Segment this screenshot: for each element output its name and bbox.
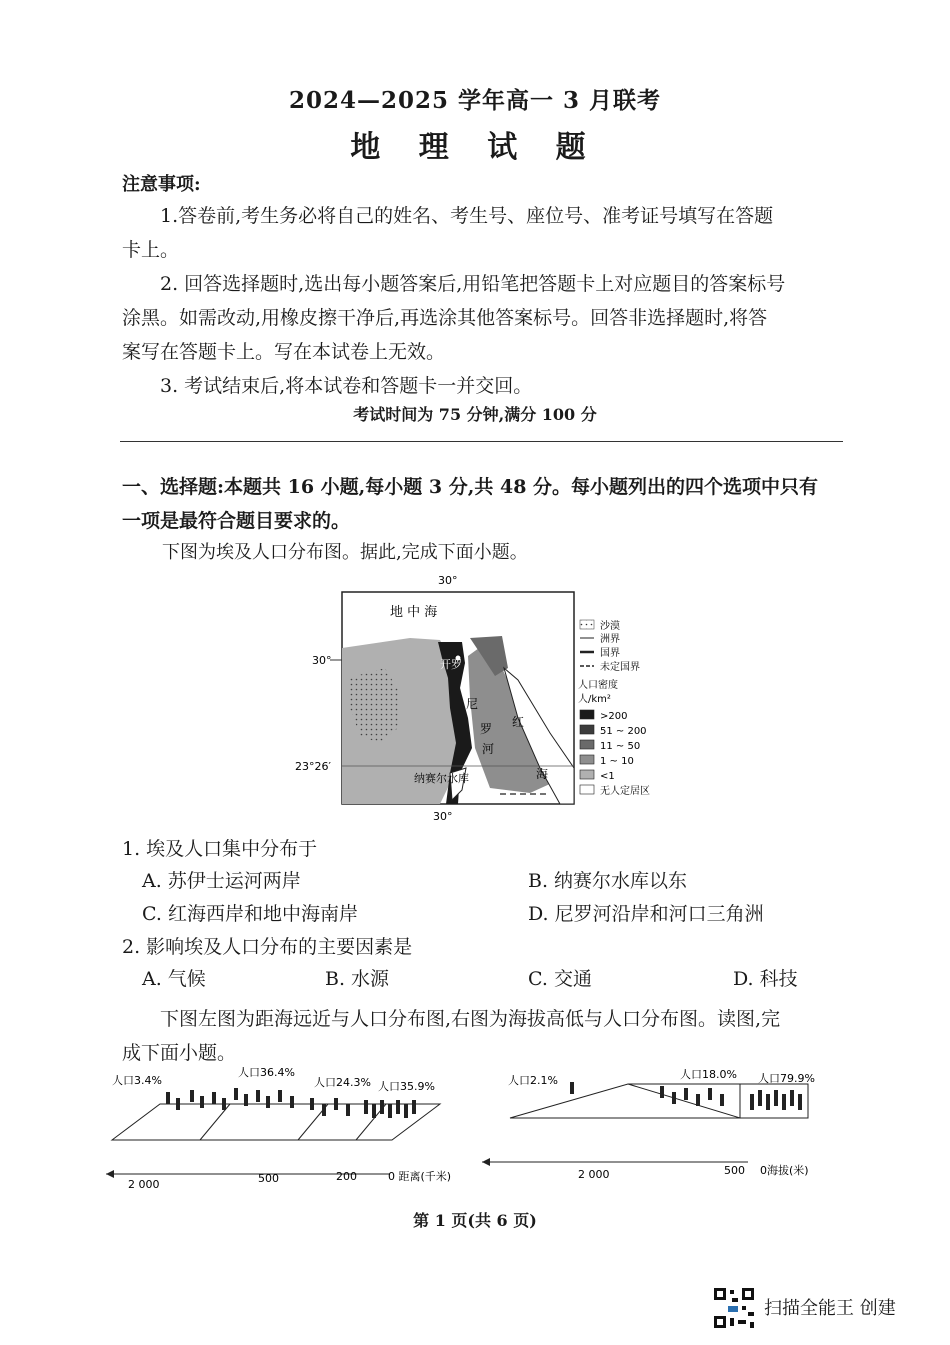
nasser-label: 纳赛尔水库 <box>414 772 469 785</box>
person <box>310 1098 314 1110</box>
page-footer: 第 1 页(共 6 页) <box>413 1211 537 1230</box>
legend-d2: 51 ~ 200 <box>600 726 647 737</box>
q1-stem: 1. 埃及人口集中分布于 <box>122 838 318 860</box>
lon-top-label: 30° <box>438 574 458 587</box>
cairo-label: 开罗 <box>440 658 462 671</box>
person <box>570 1082 574 1094</box>
person <box>672 1092 676 1104</box>
divider <box>120 441 843 442</box>
lat-tropic-label: 23°26′ <box>295 760 331 773</box>
person <box>200 1096 204 1108</box>
person <box>256 1090 260 1102</box>
person <box>322 1104 326 1116</box>
right-fig-plane-upper <box>510 1084 808 1118</box>
notice-heading: 注意事项: <box>122 174 201 195</box>
person <box>720 1094 724 1106</box>
q2-option-c: C. 交通 <box>528 968 592 990</box>
legend-d2-swatch <box>580 725 594 734</box>
person <box>380 1100 384 1114</box>
q1-option-a: A. 苏伊士运河两岸 <box>142 870 301 892</box>
exam-title: 2024—2025 学年高一 3 月联考 <box>288 87 662 114</box>
right-fig-p2: 人口18.0% <box>680 1068 737 1081</box>
right-fig-tick-2000: 2 000 <box>578 1168 610 1181</box>
qr-code-icon <box>712 1286 756 1330</box>
figure-intro <box>122 1002 847 1070</box>
section-heading <box>122 470 847 538</box>
person <box>412 1100 416 1114</box>
person <box>176 1098 180 1110</box>
notice-item2-line3: 案写在答题卡上。写在本试卷上无效。 <box>122 341 446 363</box>
legend-d3-swatch <box>580 740 594 749</box>
legend-density-unit: 人/km² <box>578 694 611 705</box>
left-fig-p1: 人口3.4% <box>112 1074 162 1087</box>
legend-desert: 沙漠 <box>600 621 620 632</box>
legend-desert-swatch <box>580 620 594 629</box>
legend-d5-swatch <box>580 770 594 779</box>
left-fig-p3: 人口24.3% <box>314 1076 371 1089</box>
person <box>750 1094 754 1110</box>
notice-item1-line1: 1.答卷前,考生务必将自己的姓名、考生号、座位号、准考证号填写在答题 <box>160 205 774 227</box>
person <box>290 1096 294 1108</box>
right-fig-people <box>570 1082 802 1110</box>
egypt-population-map <box>290 568 690 826</box>
person <box>708 1088 712 1100</box>
legend-border: 国界 <box>600 648 620 659</box>
person <box>372 1104 376 1118</box>
left-fig-tick-200: 200 <box>336 1170 357 1183</box>
notice-item3: 3. 考试结束后,将本试卷和答题卡一并交回。 <box>160 375 533 397</box>
person <box>774 1090 778 1106</box>
exam-time: 考试时间为 75 分钟,满分 100 分 <box>353 405 597 424</box>
map-legend <box>578 619 650 797</box>
q2-option-b: B. 水源 <box>325 968 390 990</box>
right-fig-p3: 人口79.9% <box>758 1072 815 1085</box>
q2-stem: 2. 影响埃及人口分布的主要因素是 <box>122 936 413 958</box>
person <box>660 1086 664 1098</box>
nile-label-1: 尼 <box>466 697 479 711</box>
q2-option-d: D. 科技 <box>733 968 798 990</box>
legend-density-title: 人口密度 <box>578 680 618 691</box>
left-fig-tick-2000: 2 000 <box>128 1178 160 1191</box>
person <box>222 1098 226 1110</box>
person <box>790 1090 794 1106</box>
section-heading-line1: 一、选择题:本题共 16 小题,每小题 3 分,共 48 分。每小题列出的四个选项中只有 <box>122 476 819 498</box>
person <box>212 1092 216 1104</box>
legend-d4: 1 ~ 10 <box>600 756 634 767</box>
mediterranean-label: 地 中 海 <box>390 605 438 620</box>
legend-d3: 11 ~ 50 <box>600 741 641 752</box>
map-intro: 下图为埃及人口分布图。据此,完成下面小题。 <box>162 542 528 563</box>
legend-d5: <1 <box>600 771 615 782</box>
q1-option-b: B. 纳赛尔水库以东 <box>528 870 688 892</box>
right-fig-tick-500: 500 <box>724 1164 745 1177</box>
q1-option-d: D. 尼罗河沿岸和河口三角洲 <box>528 903 764 925</box>
left-fig-p2: 人口36.4% <box>238 1066 295 1079</box>
person <box>166 1092 170 1104</box>
notice-items <box>122 199 847 403</box>
elevation-population-figure <box>478 1062 858 1192</box>
person <box>234 1088 238 1100</box>
section-heading-line2: 一项是最符合题目要求的。 <box>122 510 351 532</box>
legend-undetermined: 未定国界 <box>600 662 640 673</box>
person <box>758 1090 762 1106</box>
legend-d1-swatch <box>580 710 594 719</box>
person <box>404 1104 408 1118</box>
person <box>334 1098 338 1110</box>
notice-item2-line1: 2. 回答选择题时,选出每小题答案后,用铅笔把答题卡上对应题目的答案标号 <box>160 273 786 295</box>
person <box>278 1090 282 1102</box>
person <box>396 1100 400 1114</box>
lat-30-label: 30° <box>312 654 332 667</box>
figure-intro-line1: 下图左图为距海远近与人口分布图,右图为海拔高低与人口分布图。读图,完 <box>160 1008 781 1030</box>
left-fig-tick-0: 0 距离(千米) <box>388 1170 452 1183</box>
q2-option-a: A. 气候 <box>142 968 206 990</box>
person <box>388 1104 392 1118</box>
nile-label-2: 罗 <box>480 722 493 736</box>
person <box>798 1094 802 1110</box>
person <box>244 1094 248 1106</box>
person <box>782 1094 786 1110</box>
q1-option-c: C. 红海西岸和地中海南岸 <box>142 903 358 925</box>
person <box>684 1088 688 1100</box>
legend-d6-swatch <box>580 785 594 794</box>
lon-bottom-label: 30° <box>433 810 453 823</box>
legend-d1: >200 <box>600 711 628 722</box>
distance-population-figure <box>100 1062 460 1192</box>
person <box>346 1104 350 1116</box>
right-fig-tick-0: 0海拔(米) <box>760 1164 809 1177</box>
notice-item1-line2: 卡上。 <box>122 239 180 261</box>
red-sea-label-2: 海 <box>536 767 549 781</box>
right-fig-p1: 人口2.1% <box>508 1074 558 1087</box>
right-fig-axis-arrow <box>482 1158 490 1166</box>
left-fig-p4: 人口35.9% <box>378 1080 435 1093</box>
notice-item2-line2: 涂黑。如需改动,用橡皮擦干净后,再选涂其他答案标号。回答非选择题时,将答 <box>122 307 768 329</box>
person <box>766 1094 770 1110</box>
person <box>364 1100 368 1114</box>
subject-title: 地 理 试 题 <box>350 130 600 165</box>
person <box>190 1090 194 1102</box>
nile-label-3: 河 <box>482 742 495 756</box>
legend-d6: 无人定居区 <box>600 786 650 797</box>
legend-d4-swatch <box>580 755 594 764</box>
red-sea-label-1: 红 <box>512 715 525 729</box>
legend-continent: 洲界 <box>600 634 620 645</box>
scanner-watermark: 扫描全能王 创建 <box>764 1298 896 1319</box>
person <box>696 1094 700 1106</box>
left-fig-axis-arrow <box>106 1170 114 1178</box>
left-fig-tick-500: 500 <box>258 1172 279 1185</box>
person <box>266 1096 270 1108</box>
figure-intro-line2: 成下面小题。 <box>122 1042 237 1064</box>
